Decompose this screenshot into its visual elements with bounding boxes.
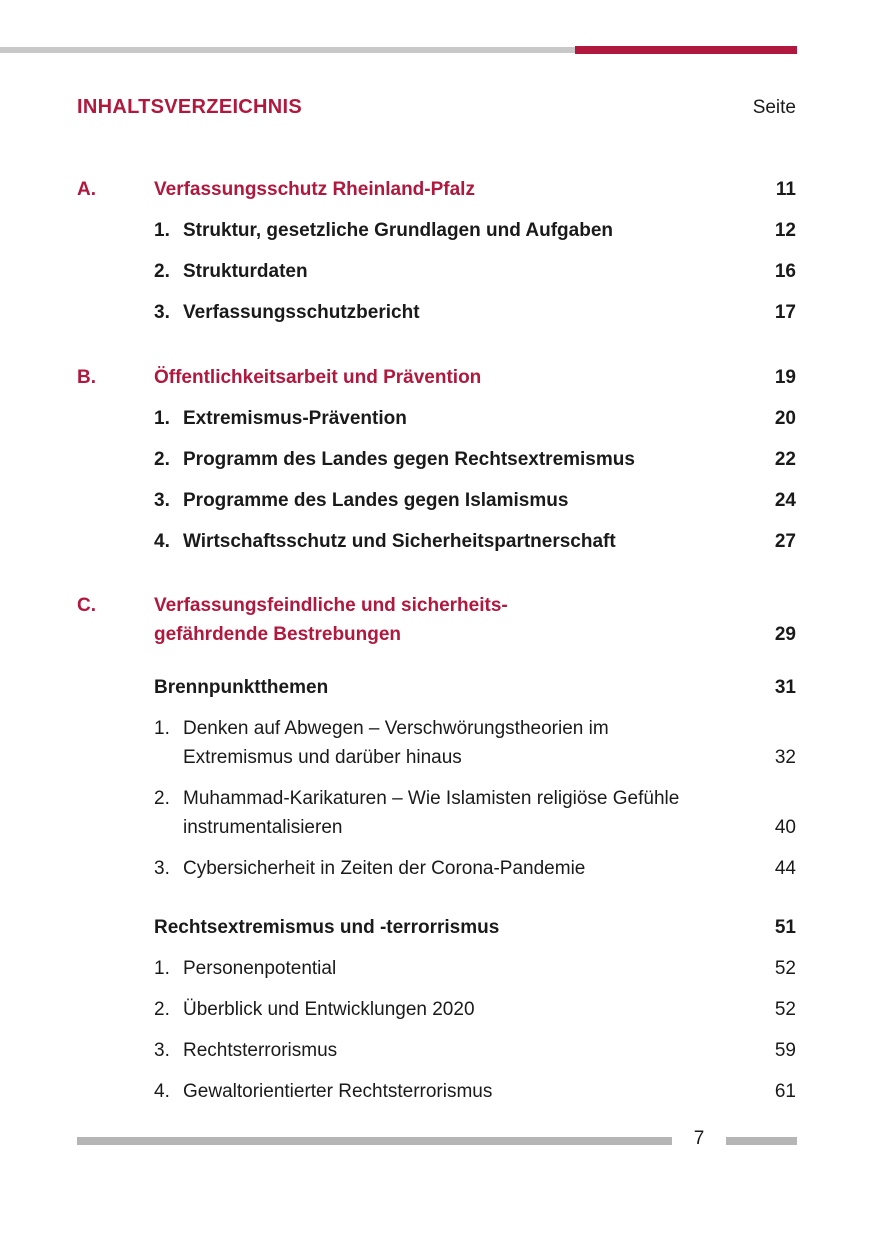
footer-decor-bar-left [77, 1137, 672, 1145]
entry-title: Programm des Landes gegen Rechtsextremismus [183, 449, 635, 470]
entry-title: Wirtschaftsschutz und Sicherheitspartnerschaft [183, 531, 616, 552]
entry-title-line2: Extremismus und darüber hinaus [183, 747, 462, 768]
entry-number: 2. [154, 449, 170, 470]
entry-number: 4. [154, 531, 170, 552]
entry-title: Extremismus-Prävention [183, 408, 407, 429]
entry-page: 22 [774, 449, 796, 470]
entry-title: Strukturdaten [183, 261, 308, 282]
entry-title: Gewaltorientierter Rechtsterrorismus [183, 1081, 493, 1102]
section-letter: C. [77, 595, 96, 616]
entry-title: Personenpotential [183, 958, 337, 979]
entry-title-line1: Muhammad-Karikaturen – Wie Islamisten religiöse Gefühle [183, 788, 680, 809]
entry-page: 52 [774, 999, 796, 1020]
subsection-page: 51 [774, 917, 796, 938]
section-title-line1: Verfassungsfeindliche und sicherheits- [154, 595, 508, 616]
entry-title: Überblick und Entwicklungen 2020 [183, 999, 475, 1020]
entry-number: 4. [154, 1081, 170, 1102]
entry-page: 44 [774, 858, 796, 879]
section-letter: A. [77, 179, 96, 200]
entry-title: Cybersicherheit in Zeiten der Corona-Pandemie [183, 858, 586, 879]
section-letter: B. [77, 367, 96, 388]
entry-number: 1. [154, 718, 170, 739]
entry-page: 12 [774, 220, 796, 241]
entry-page: 59 [774, 1040, 796, 1061]
subsection-title: Brennpunktthemen [154, 677, 329, 698]
entry-number: 3. [154, 858, 170, 879]
section-page: 29 [774, 624, 796, 645]
entry-page: 27 [774, 531, 796, 552]
entry-number: 2. [154, 788, 170, 809]
entry-number: 3. [154, 302, 170, 323]
entry-number: 1. [154, 958, 170, 979]
subsection-page: 31 [774, 677, 796, 698]
entry-page: 24 [774, 490, 796, 511]
subsection-title: Rechtsextremismus und -terrorrismus [154, 917, 500, 938]
entry-title: Programme des Landes gegen Islamismus [183, 490, 569, 511]
toc-heading: INHALTSVERZEICHNIS [77, 96, 303, 118]
entry-page: 32 [774, 747, 796, 768]
entry-number: 1. [154, 220, 170, 241]
section-title: Verfassungsschutz Rheinland-Pfalz [154, 179, 475, 200]
section-title: Öffentlichkeitsarbeit und Prävention [154, 367, 482, 388]
entry-page: 17 [774, 302, 796, 323]
entry-title-line2: instrumentalisieren [183, 817, 343, 838]
entry-number: 2. [154, 999, 170, 1020]
entry-number: 1. [154, 408, 170, 429]
page-column-label: Seite [752, 97, 796, 118]
entry-page: 20 [774, 408, 796, 429]
entry-page: 40 [774, 817, 796, 838]
page-number: 7 [693, 1128, 705, 1149]
section-page: 11 [775, 179, 796, 200]
top-decor-bar-accent [575, 46, 797, 54]
entry-number: 2. [154, 261, 170, 282]
entry-number: 3. [154, 490, 170, 511]
section-title-line2: gefährdende Bestrebungen [154, 624, 402, 645]
entry-title: Struktur, gesetzliche Grundlagen und Aufgaben [183, 220, 614, 241]
top-decor-bar-grey [0, 47, 575, 53]
entry-title: Verfassungsschutzbericht [183, 302, 420, 323]
entry-page: 61 [774, 1081, 796, 1102]
entry-page: 16 [774, 261, 796, 282]
section-page: 19 [774, 367, 796, 388]
footer-decor-bar-right [726, 1137, 797, 1145]
entry-page: 52 [774, 958, 796, 979]
entry-title: Rechtsterrorismus [183, 1040, 338, 1061]
entry-number: 3. [154, 1040, 170, 1061]
entry-title-line1: Denken auf Abwegen – Verschwörungstheorien im [183, 718, 609, 739]
